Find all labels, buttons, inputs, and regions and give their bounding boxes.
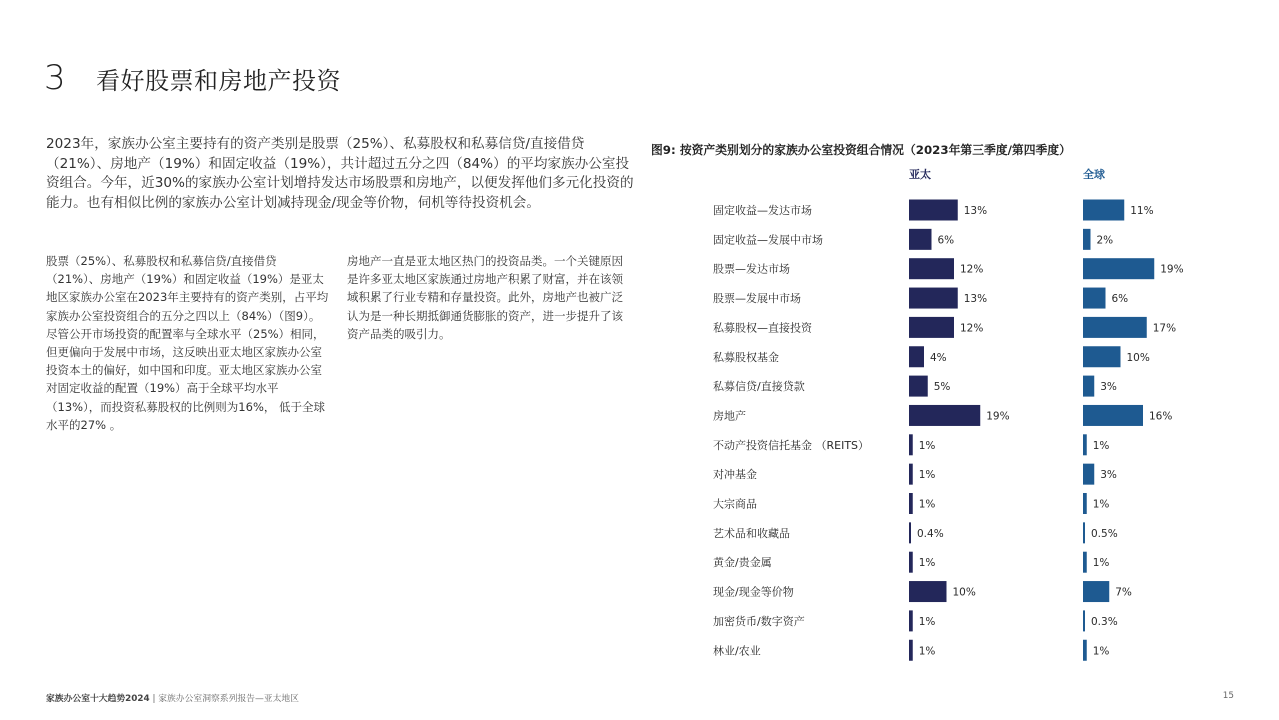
bar-value-label: 13% xyxy=(963,293,988,306)
category-label: 艺术品和收藏品 xyxy=(713,526,790,540)
bar-apac xyxy=(909,346,924,367)
category-label: 加密货币/数字资产 xyxy=(713,614,805,628)
bar-value-label: 0.4% xyxy=(917,527,944,540)
bar-value-label: 5% xyxy=(933,381,951,394)
bar-global xyxy=(1083,581,1109,602)
bar-apac xyxy=(909,317,954,338)
bar-apac xyxy=(909,288,958,309)
bar-value-label: 4% xyxy=(930,351,947,364)
category-label: 大宗商品 xyxy=(713,497,757,511)
chart-title: 图9: 按资产类别划分的家族办公室投资组合情况（2023年第三季度/第四季度） xyxy=(651,143,1071,157)
bar-apac xyxy=(909,640,913,661)
bar-value-label: 2% xyxy=(1096,234,1114,247)
bar-global xyxy=(1083,640,1087,661)
bar-global xyxy=(1083,229,1091,250)
bar-value-label: 1% xyxy=(918,615,936,628)
body-left-column: 股票（25%）、私募股权和私募信贷/直接借贷（21%）、房地产（19%）和固定收益（19%）是亚太地区家族办公室在2023年主要持有的资产类别，占平均家族办公室投资组合的五分之四以上（84%）（图9）。尽管公开市场投资的配置率与全球水平（25%）相同，但更偏向于发展中市场，这反映出亚太地区家族办公室投资本土的偏好，如中国和印度。亚太地区家族办公室对固定收益的配置（19%）高于全球平均水平（13%），而投资私募股权的比例则为16%， 低于全球水平的27% 。 xyxy=(46,254,329,432)
bar-global xyxy=(1083,288,1106,309)
section-title: 看好股票和房地产投资 xyxy=(96,67,341,95)
footer-report-title: 家族办公室十大趋势2024 xyxy=(46,694,150,704)
category-label: 固定收益—发展中市场 xyxy=(713,233,823,247)
bar-value-label: 1% xyxy=(918,439,936,452)
bar-value-label: 17% xyxy=(1152,322,1177,335)
intro-paragraph: 2023年，家族办公室主要持有的资产类别是股票（25%）、私募股权和私募信贷/直接借贷（21%）、房地产（19%）和固定收益（19%），共计超过五分之四（84%）的平均家族办公室投资组合。今年，近30%的家族办公室计划增持发达市场股票和房地产，以便发挥他们多元化投资的能力。也有相似比例的家族办公室计划减持现金/现金等价物，伺机等待投资机会。 xyxy=(46,136,634,211)
bar-apac xyxy=(909,581,947,602)
bar-global xyxy=(1083,434,1087,455)
series-header-global: 全球 xyxy=(1083,168,1105,181)
page-number: 15 xyxy=(1222,691,1234,701)
category-label: 对冲基金 xyxy=(713,468,757,482)
bar-apac xyxy=(909,376,928,397)
bar-value-label: 1% xyxy=(1092,439,1110,452)
bar-value-label: 1% xyxy=(1092,557,1110,570)
category-label: 私募信贷/直接贷款 xyxy=(713,380,805,394)
bar-value-label: 1% xyxy=(1092,498,1110,511)
bar-value-label: 1% xyxy=(918,557,936,570)
bar-value-label: 0.5% xyxy=(1091,527,1118,540)
bar-apac xyxy=(909,610,913,631)
section-number: 3 xyxy=(44,58,66,98)
bar-apac xyxy=(909,258,954,279)
category-label: 私募股权基金 xyxy=(713,350,779,364)
body-right-column: 房地产一直是亚太地区热门的投资品类。一个关键原因是许多亚太地区家族通过房地产积累了财富，并在该领域积累了行业专精和存量投资。此外，房地产也被广泛认为是一种长期抵御通货膨胀的资产，进一步提升了该资产品类的吸引力。 xyxy=(347,254,623,341)
bar-global xyxy=(1083,200,1124,221)
bar-value-label: 11% xyxy=(1130,205,1154,217)
bar-value-label: 19% xyxy=(1160,263,1184,276)
bar-apac xyxy=(909,552,913,573)
bar-value-label: 1% xyxy=(918,498,936,511)
bar-global xyxy=(1083,610,1085,631)
bar-value-label: 1% xyxy=(1092,645,1110,658)
bar-apac xyxy=(909,464,913,485)
bar-apac xyxy=(909,229,932,250)
bar-global xyxy=(1083,522,1085,543)
category-label: 固定收益—发达市场 xyxy=(713,204,812,217)
bar-global xyxy=(1083,405,1143,426)
category-label: 私募股权—直接投资 xyxy=(713,321,812,335)
category-label: 林业/农业 xyxy=(713,644,761,658)
category-label: 股票—发达市场 xyxy=(713,262,790,276)
bar-value-label: 3% xyxy=(1100,381,1117,394)
bar-value-label: 1% xyxy=(918,469,936,482)
bar-global xyxy=(1083,317,1147,338)
bar-apac xyxy=(909,405,980,426)
bar-value-label: 6% xyxy=(937,234,955,247)
bar-global xyxy=(1083,258,1154,279)
footer-series: | 家族办公室洞察系列报告—亚太地区 xyxy=(152,694,299,704)
bar-global xyxy=(1083,346,1121,367)
bar-global xyxy=(1083,376,1094,397)
bar-apac xyxy=(909,522,911,543)
series-header-apac: 亚太 xyxy=(909,168,931,181)
footer xyxy=(46,691,299,704)
category-label: 房地产 xyxy=(713,409,746,423)
bar-apac xyxy=(909,493,913,514)
bar-value-label: 0.3% xyxy=(1091,615,1118,628)
bar-value-label: 12% xyxy=(960,322,984,335)
bar-value-label: 16% xyxy=(1149,410,1173,423)
bar-value-label: 10% xyxy=(952,586,976,599)
bar-apac xyxy=(909,200,958,221)
bar-global xyxy=(1083,464,1094,485)
bar-value-label: 12% xyxy=(960,263,984,276)
bar-value-label: 7% xyxy=(1115,586,1132,599)
category-label: 黄金/贵金属 xyxy=(713,556,772,570)
category-label: 现金/现金等价物 xyxy=(713,585,794,599)
bar-value-label: 13% xyxy=(963,205,988,217)
bar-value-label: 6% xyxy=(1111,293,1129,306)
bar-value-label: 1% xyxy=(918,645,936,658)
category-label: 不动产投资信托基金 （REITS） xyxy=(713,438,870,452)
bar-value-label: 19% xyxy=(986,410,1010,423)
bar-apac xyxy=(909,434,913,455)
bar-value-label: 3% xyxy=(1100,469,1117,482)
bar-global xyxy=(1083,493,1087,514)
bar-value-label: 10% xyxy=(1126,351,1150,364)
category-label: 股票—发展中市场 xyxy=(713,292,801,306)
bar-global xyxy=(1083,552,1087,573)
